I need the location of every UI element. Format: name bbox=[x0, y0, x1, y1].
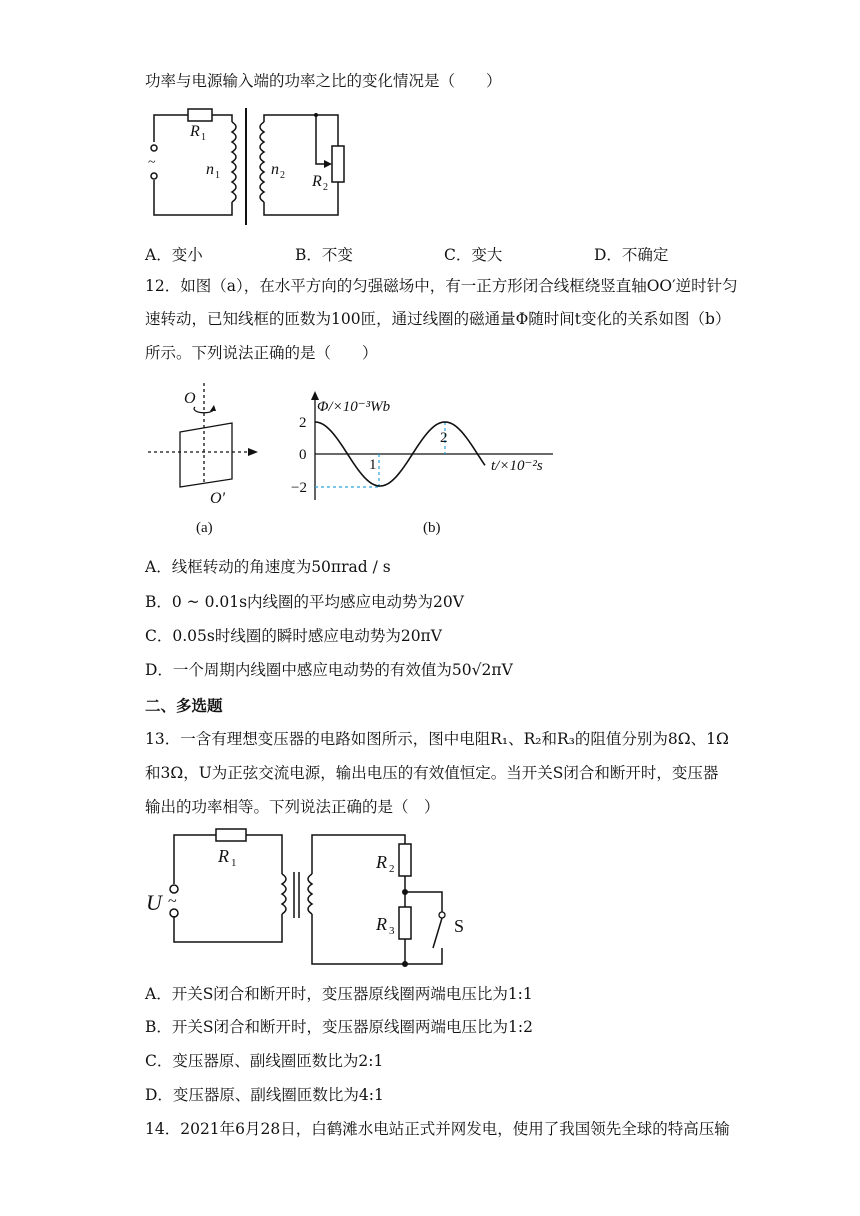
q13-stem-line2: 和3Ω，U为正弦交流电源，输出电压的有效值恒定。当开关S闭合和断开时，变压器 bbox=[145, 764, 719, 782]
q13-option-c[interactable]: C．变压器原、副线圈匝数比为2:1 bbox=[145, 1052, 384, 1070]
q12-option-a[interactable]: A．线框转动的角速度为50πrad / s bbox=[145, 558, 391, 576]
q11-option-d[interactable]: D．不确定 bbox=[594, 246, 669, 264]
q13-circuit-figure bbox=[140, 822, 480, 972]
label-r1-sub: 1 bbox=[231, 857, 237, 869]
q12-stem-line2: 速转动，已知线框的匝数为100匝，通过线圈的磁通量Φ随时间t变化的关系如图（b） bbox=[145, 310, 731, 328]
q12-figure-a bbox=[140, 375, 270, 545]
q13-stem-line3: 输出的功率相等。下列说法正确的是（ ） bbox=[145, 798, 440, 816]
label-u: U bbox=[146, 890, 162, 915]
q11-stem-tail: 功率与电源输入端的功率之比的变化情况是（ ） bbox=[145, 72, 502, 90]
q13-stem-line1: 13．一含有理想变压器的电路如图所示，图中电阻R₁、R₂和R₃的阻值分别为8Ω、1Ω bbox=[145, 730, 729, 748]
label-r1: R bbox=[218, 846, 229, 866]
y-tick-0: 0 bbox=[299, 447, 307, 463]
q12-stem-line3: 所示。下列说法正确的是（ ） bbox=[145, 344, 378, 362]
label-r2: R bbox=[376, 852, 387, 872]
q13-option-a[interactable]: A．开关S闭合和断开时，变压器原线圈两端电压比为1:1 bbox=[145, 985, 533, 1003]
q11-circuit-figure bbox=[140, 100, 360, 230]
caption-a: (a) bbox=[196, 520, 213, 536]
label-n1: n bbox=[206, 161, 214, 178]
label-o: O bbox=[184, 390, 196, 407]
q12-option-b[interactable]: B．0 ~ 0.01s内线圈的平均感应电动势为20V bbox=[145, 593, 464, 611]
q12-option-c[interactable]: C．0.05s时线圈的瞬时感应电动势为20πV bbox=[145, 627, 442, 645]
section-title-multiple-choice: 二、多选题 bbox=[145, 696, 223, 715]
q13-option-b[interactable]: B．开关S闭合和断开时，变压器原线圈两端电压比为1:2 bbox=[145, 1018, 533, 1036]
x-tick-2: 2 bbox=[440, 430, 448, 446]
label-r3: R bbox=[376, 914, 387, 934]
label-switch-s: S bbox=[454, 916, 465, 936]
label-r1-sub: 1 bbox=[201, 132, 206, 143]
label-n1-sub: 1 bbox=[215, 170, 220, 181]
q11-option-b[interactable]: B．不变 bbox=[295, 246, 353, 264]
q12-stem-line1: 12．如图（a），在水平方向的匀强磁场中，有一正方形闭合线框绕竖直轴OO′逆时针匀 bbox=[145, 277, 738, 295]
q11-option-c[interactable]: C．变大 bbox=[444, 246, 503, 264]
label-r2-sub: 2 bbox=[389, 863, 395, 875]
label-o-prime: O′ bbox=[210, 490, 226, 507]
y-tick-neg2: −2 bbox=[291, 480, 307, 496]
q12-option-d[interactable]: D．一个周期内线圈中感应电动势的有效值为50√2πV bbox=[145, 661, 513, 679]
x-tick-1: 1 bbox=[369, 457, 377, 473]
label-r2-sub: 2 bbox=[323, 182, 328, 193]
q11-option-a[interactable]: A．变小 bbox=[145, 246, 203, 264]
q13-option-d[interactable]: D．变压器原、副线圈匝数比为4:1 bbox=[145, 1086, 384, 1104]
x-axis-label: t/×10⁻²s bbox=[491, 458, 543, 474]
label-r2: R bbox=[312, 173, 322, 190]
y-axis-label: Φ/×10⁻³Wb bbox=[317, 399, 391, 415]
ac-symbol: ~ bbox=[168, 893, 177, 910]
label-n2-sub: 2 bbox=[280, 170, 285, 181]
label-r3-sub: 3 bbox=[389, 925, 395, 937]
y-tick-2: 2 bbox=[299, 415, 307, 431]
q14-stem-line1: 14．2021年6月28日，白鹤滩水电站正式并网发电，使用了我国领先全球的特高压输 bbox=[145, 1120, 730, 1138]
q12-figure-b bbox=[285, 385, 570, 545]
label-n2: n bbox=[271, 161, 279, 178]
label-r1: R bbox=[190, 123, 200, 140]
ac-source-symbol: ~ bbox=[148, 155, 156, 170]
caption-b: (b) bbox=[423, 520, 441, 536]
